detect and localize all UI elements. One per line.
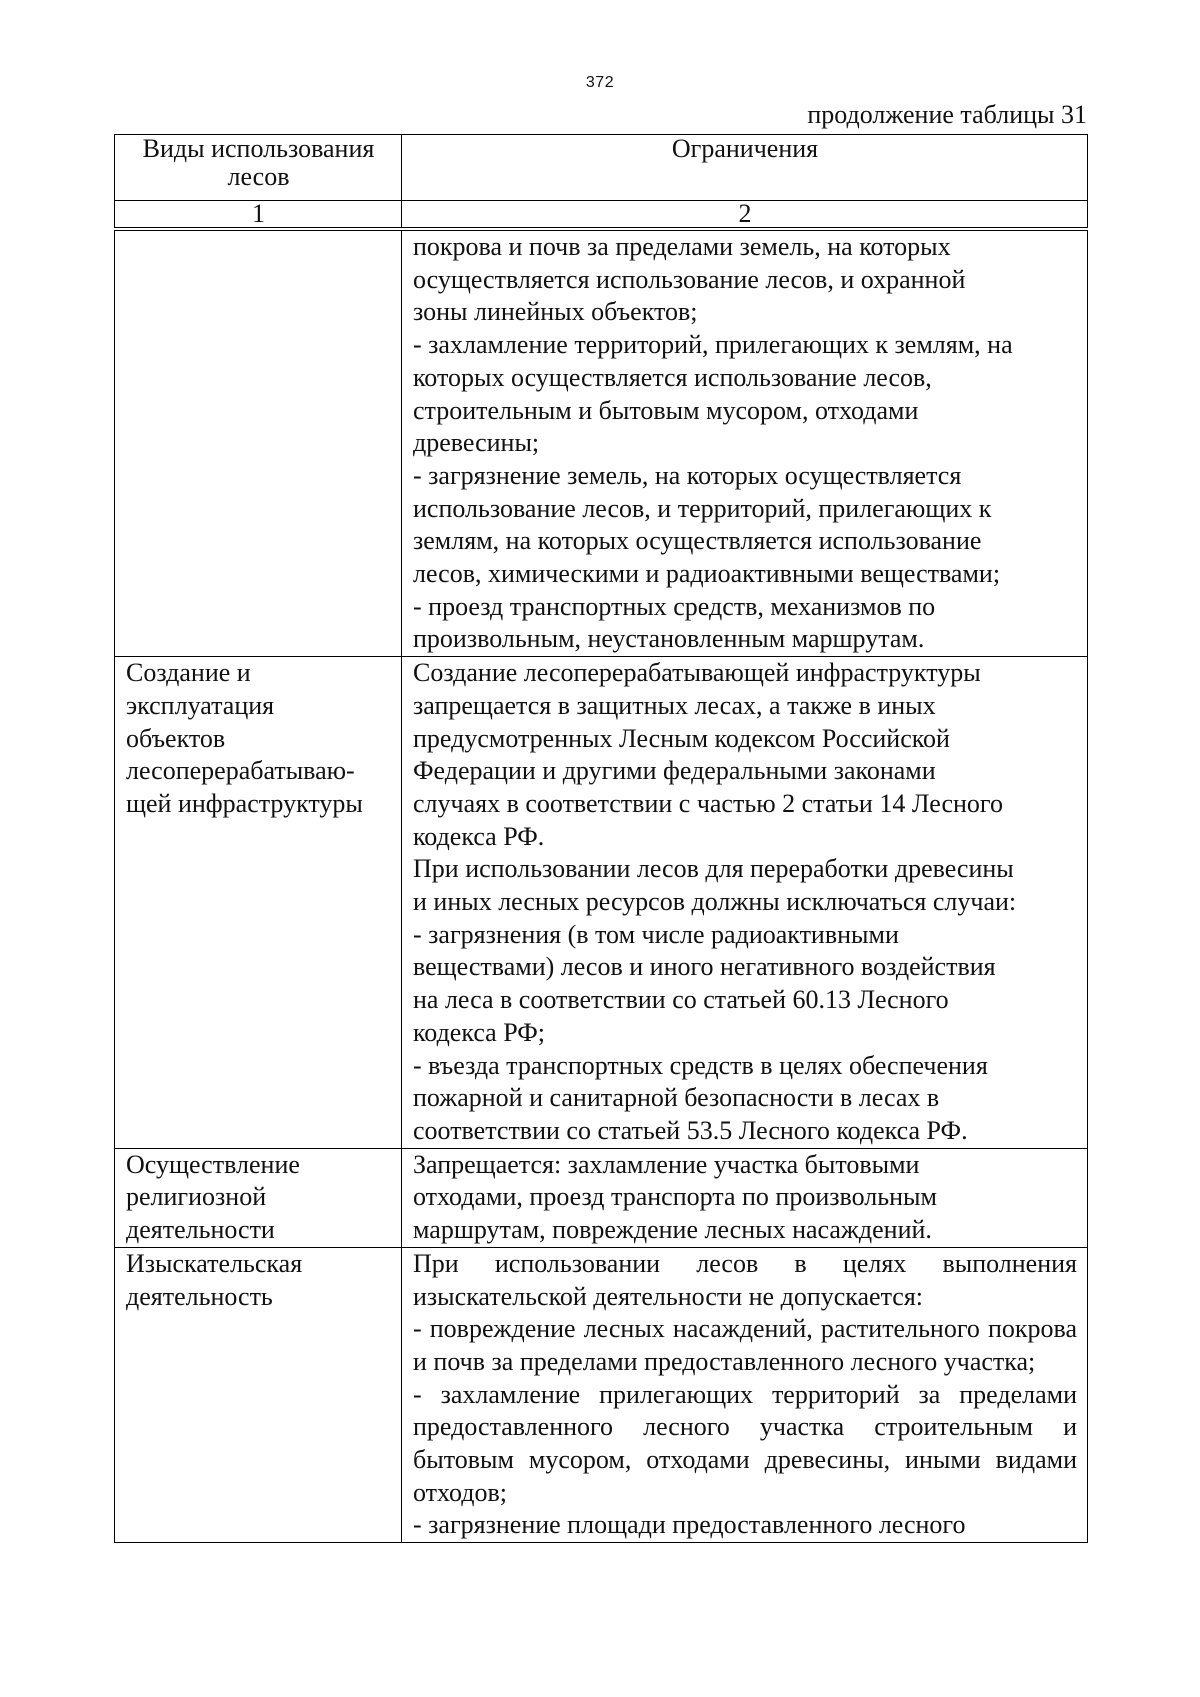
restriction-line: и иных лесных ресурсов должны исключаться случаи: bbox=[413, 887, 1017, 917]
use-type-line: лесоперерабатываю- bbox=[126, 756, 355, 786]
restriction-line: Федерации и другими федеральными законами bbox=[413, 756, 936, 786]
restriction-line: маршрутам, повреждение лесных насаждений. bbox=[413, 1215, 932, 1245]
restriction-line: покрова и почв за пределами земель, на которых bbox=[413, 232, 951, 261]
restriction-line: случаях в соответствии с частью 2 статьи 14 Лесного bbox=[413, 788, 1003, 818]
restriction-paragraph: - загрязнение площади предоставленного лесного bbox=[413, 1510, 966, 1540]
restriction-line: Создание лесоперерабатывающей инфраструктуры bbox=[413, 658, 981, 688]
use-type-line: деятельности bbox=[126, 1215, 275, 1245]
table-continuation-caption: продолжение таблицы 31 bbox=[807, 100, 1087, 129]
restrictions-cell bbox=[402, 657, 1088, 1149]
use-type-line: эксплуатация bbox=[126, 690, 275, 720]
restriction-line: кодекса РФ. bbox=[413, 821, 545, 851]
restriction-line: произвольным, неустановленным маршрутам. bbox=[413, 624, 925, 654]
restriction-paragraph: - повреждение лесных насаждений, растительного покрова и почв за пределами предоставленного лесного участка; bbox=[413, 1314, 1077, 1376]
page-number: 372 bbox=[585, 74, 615, 91]
restriction-line: древесины; bbox=[413, 428, 540, 458]
restriction-line: Запрещается: захламление участка бытовыми bbox=[413, 1149, 920, 1179]
header-forest-use-types: Виды использования лесов bbox=[115, 135, 402, 201]
table-row bbox=[115, 657, 1088, 1149]
restriction-line: пожарной и санитарной безопасности в лесах в bbox=[413, 1083, 940, 1113]
restriction-line: строительным и бытовым мусором, отходами bbox=[413, 395, 919, 425]
use-type-line: объектов bbox=[126, 723, 226, 753]
use-type-line: Изыскательская bbox=[126, 1248, 303, 1278]
header-restrictions: Ограничения bbox=[402, 135, 1088, 201]
column-number-row bbox=[115, 201, 1088, 230]
restriction-line: При использовании лесов для переработки древесины bbox=[413, 854, 1014, 884]
restriction-paragraph: - захламление прилегающих территорий за пределами предоставленного лесного участка строительным и бытовым мусором, отходами древесины, иными видами отходов; bbox=[413, 1379, 1077, 1507]
restriction-paragraph: При использовании лесов в целях выполнения изыскательской деятельности не допускается: bbox=[413, 1248, 1077, 1311]
restriction-line: землям, на которых осуществляется использование bbox=[413, 526, 982, 556]
restriction-line: - проезд транспортных средств, механизмов по bbox=[413, 591, 936, 621]
restriction-line: - загрязнение земель, на которых осуществляется bbox=[413, 460, 962, 490]
restriction-line: которых осуществляется использование лесов, bbox=[413, 362, 932, 392]
restrictions-cell bbox=[402, 229, 1088, 657]
forest-use-type-cell bbox=[115, 1247, 402, 1542]
use-type-line: Создание и bbox=[126, 658, 251, 688]
restriction-line: - въезда транспортных средств в целях обеспечения bbox=[413, 1050, 988, 1080]
table-row bbox=[115, 1148, 1088, 1247]
restriction-line: соответствии со статьей 53.5 Лесного кодекса РФ. bbox=[413, 1115, 968, 1145]
restrictions-cell bbox=[402, 1148, 1088, 1247]
table-row bbox=[115, 229, 1088, 657]
restriction-line: отходами, проезд транспорта по произвольным bbox=[413, 1182, 937, 1212]
use-type-line: щей инфраструктуры bbox=[126, 788, 363, 818]
use-type-line: деятельность bbox=[126, 1281, 273, 1311]
restriction-line: осуществляется использование лесов, и охранной bbox=[413, 264, 966, 294]
restriction-line: лесов, химическими и радиоактивными веществами; bbox=[413, 559, 1001, 589]
restriction-line: зоны линейных объектов; bbox=[413, 297, 698, 327]
column-number-1: 1 bbox=[115, 201, 402, 230]
table-row bbox=[115, 1247, 1088, 1542]
restrictions-cell bbox=[402, 1247, 1088, 1542]
forest-use-type-cell bbox=[115, 657, 402, 1149]
restriction-line: - захламление территорий, прилегающих к землям, на bbox=[413, 330, 1013, 360]
restriction-line: предусмотренных Лесным кодексом Российской bbox=[413, 723, 950, 753]
restriction-line: кодекса РФ; bbox=[413, 1017, 545, 1047]
table-header-row bbox=[115, 135, 1088, 201]
restriction-line: запрещается в защитных лесах, а также в иных bbox=[413, 690, 936, 720]
restriction-line: использование лесов, и территорий, прилегающих к bbox=[413, 493, 992, 523]
restriction-line: веществами) лесов и иного негативного воздействия bbox=[413, 952, 996, 982]
restrictions-table bbox=[114, 134, 1088, 1543]
use-type-line: религиозной bbox=[126, 1182, 267, 1212]
restriction-line: - загрязнения (в том числе радиоактивными bbox=[413, 919, 899, 949]
restriction-line: на леса в соответствии со статьей 60.13 Лесного bbox=[413, 985, 949, 1015]
use-type-line: Осуществление bbox=[126, 1149, 300, 1179]
column-number-2: 2 bbox=[402, 201, 1088, 230]
forest-use-type-cell bbox=[115, 1148, 402, 1247]
forest-use-type-cell bbox=[115, 229, 402, 657]
